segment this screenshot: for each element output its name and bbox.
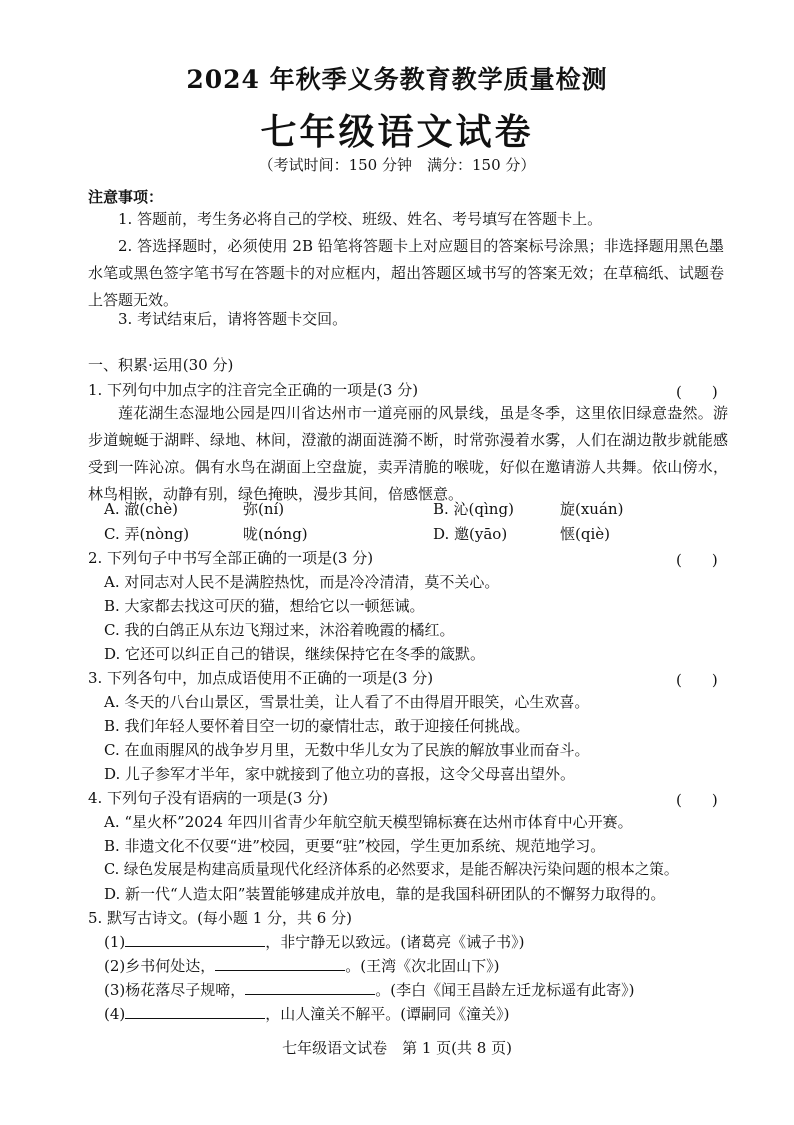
q5-item-2-text: 。(王湾《次北固山下》) [345, 957, 500, 975]
q5-item-1 [104, 930, 744, 954]
q3-option-a: A. 冬天的八台山景区，雪景壮美，让人看了不由得眉开眼笑，心生欢喜。 [104, 693, 590, 711]
note-item-1: 1. 答题前，考生务必将自己的学校、班级、姓名、考号填写在答题卡上。 [118, 210, 603, 228]
q5-item-3-text: 。(李白《闻王昌龄左迁龙标遥有此寄》) [375, 981, 635, 999]
q2-option-a: A. 对同志对人民不是满腔热忱，而是冷冷清清，莫不关心。 [104, 573, 500, 591]
q1-option-d: D. 邀(yāo) [433, 525, 508, 543]
question-4-stem: 4. 下列句子没有语病的一项是(3 分) [88, 789, 329, 807]
q3-option-d: D. 儿子参军才半年，家中就接到了他立功的喜报，这令父母喜出望外。 [104, 765, 576, 783]
page-footer: 七年级语文试卷 第 1 页(共 8 页) [282, 1039, 512, 1057]
q1-option-d-2: 惬(qiè) [560, 525, 610, 543]
q5-item-1-text: ，非宁静无以致远。(诸葛亮《诫子书》) [265, 933, 525, 951]
question-4-answer-paren: ( ) [676, 791, 718, 809]
q4-option-d: D. 新一代“人造太阳”装置能够建成并放电，靠的是我国科研团队的不懈努力取得的。 [104, 885, 666, 903]
q5-item-4-blank[interactable] [125, 1003, 265, 1019]
exam-time-score: （考试时间：150 分钟 满分：150 分） [258, 156, 536, 174]
note-item-2: 2. 答选择题时，必须使用 2B 铅笔将答题卡上对应题目的答案标号涂黑；非选择题用黑色墨水笔或黑色签字笔书写在答题卡的对应框内，超出答题区域书写的答案无效；在草稿纸、试题卷上答题无效。 [88, 237, 724, 309]
q1-option-c-2: 咙(nóng) [243, 525, 308, 543]
q1-option-b-2: 旋(xuán) [560, 500, 624, 518]
q5-item-2 [104, 954, 744, 978]
question-3-stem: 3. 下列各句中，加点成语使用不正确的一项是(3 分) [88, 669, 434, 687]
q2-option-b: B. 大家都去找这可厌的猫，想给它以一顿惩诫。 [104, 597, 425, 615]
question-1-passage: 莲花湖生态湿地公园是四川省达州市一道亮丽的风景线，虽是冬季，这里依旧绿意盎然。游步道蜿蜒于湖畔、绿地、林间，澄澈的湖面涟漪不断，时常弥漫着水雾，人们在湖边散步就能感受到一阵沁凉。偶有水鸟在湖面上空盘旋，卖弄清脆的喉咙，好似在邀请游人共舞。依山傍水，林鸟相嵌，动静有别，绿色掩映，漫步其间，倍感惬意。 [88, 404, 728, 503]
q5-item-1-prefix: (1) [104, 933, 126, 951]
q5-item-3 [104, 978, 744, 1002]
q1-option-a-2: 弥(ní) [243, 500, 285, 518]
q4-option-a: A. “星火杯”2024 年四川省青少年航空航天模型锦标赛在达州市体育中心开赛。 [104, 813, 633, 831]
q5-item-3-blank[interactable] [245, 979, 375, 995]
q1-option-b: B. 沁(qìng) [433, 500, 514, 518]
q5-item-2-blank[interactable] [215, 955, 345, 971]
q1-option-a: A. 澈(chè) [104, 500, 179, 518]
question-2-answer-paren: ( ) [676, 551, 718, 569]
exam-title: 2024 年秋季义务教育教学质量检测 [186, 65, 608, 94]
q5-item-2-prefix: (2)乡书何处达， [104, 957, 216, 975]
question-5-stem: 5. 默写古诗文。(每小题 1 分，共 6 分) [88, 909, 352, 927]
exam-subject-title: 七年级语文试卷 [260, 111, 534, 153]
q3-option-c: C. 在血雨腥风的战争岁月里，无数中华儿女为了民族的解放事业而奋斗。 [104, 741, 590, 759]
q4-option-c: C. 绿色发展是构建高质量现代化经济体系的必然要求，是能否解决污染问题的根本之策。 [104, 861, 679, 878]
q5-item-3-prefix: (3)杨花落尽子规啼， [104, 981, 246, 999]
q2-option-d: D. 它还可以纠正自己的错误，继续保持它在冬季的箴默。 [104, 645, 486, 663]
q5-item-4 [104, 1002, 744, 1026]
question-1-answer-paren: ( ) [676, 383, 718, 401]
section-heading: 一、积累·运用(30 分) [88, 356, 234, 374]
q5-item-4-text: ，山人潼关不解平。(谭嗣同《潼关》) [265, 1005, 510, 1023]
q1-option-c: C. 弄(nòng) [104, 525, 190, 543]
q3-option-b: B. 我们年轻人要怀着目空一切的豪情壮志，敢于迎接任何挑战。 [104, 717, 530, 735]
question-3-answer-paren: ( ) [676, 671, 718, 689]
note-item-3: 3. 考试结束后，请将答题卡交回。 [118, 310, 348, 328]
q2-option-c: C. 我的白鸽正从东边飞翔过来，沐浴着晚霞的橘红。 [104, 621, 455, 639]
q5-item-1-blank[interactable] [125, 931, 265, 947]
q4-option-b: B. 非遗文化不仅要“进”校园，更要“驻”校园，学生更加系统、规范地学习。 [104, 837, 606, 855]
question-2-stem: 2. 下列句子中书写全部正确的一项是(3 分) [88, 549, 374, 567]
question-1-stem: 1. 下列句中加点字的注音完全正确的一项是(3 分) [88, 381, 419, 399]
notes-heading: 注意事项： [88, 188, 164, 206]
q5-item-4-prefix: (4) [104, 1005, 126, 1023]
